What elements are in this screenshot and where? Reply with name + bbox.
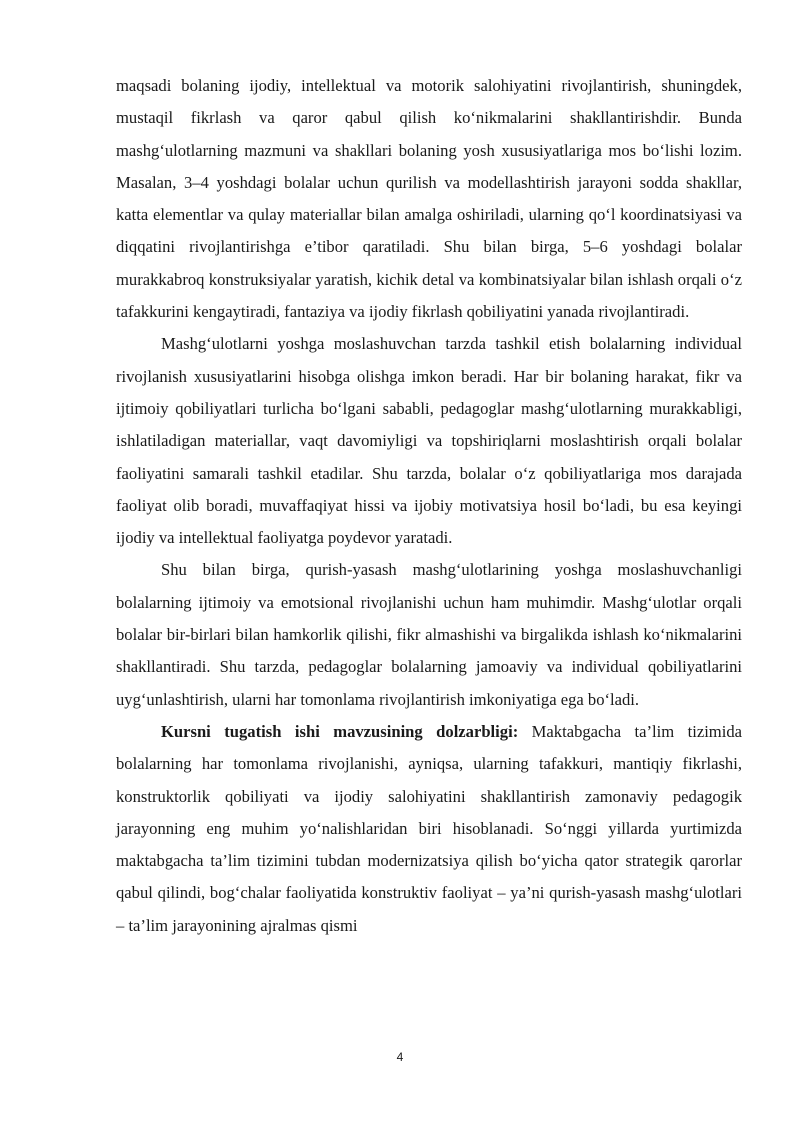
paragraph (116, 328, 742, 554)
paragraph (116, 554, 742, 715)
paragraph-text: maqsadi bolaning ijodiy, intellektual va motorik salohiyatini rivojlantirish, shuningdek, mustaqil fikrlash va qaror qabul qilish ko‘nikmalarini shakllantirishdir. Bunda mashg‘ulotlarning mazmuni va shakllari bolaning yosh xususiyatlariga mos bo‘lishi lozim. Masalan, 3–4 yoshdagi bolalar uchun qurilish va modellashtirish jarayoni sodda shakllar, katta elementlar va qulay materiallar bilan amalga oshiriladi, ularning qo‘l koordinatsiyasi va diqqatini rivojlantirishga e’tibor qaratiladi. Shu bilan birga, 5–6 yoshdagi bolalar murakkabroq konstruksiyalar yaratish, kichik detal va kombinatsiyalar bilan ishlash orqali o‘z tafakkurini kengaytiradi, fantaziya va ijodiy fikrlash qobiliyatini yanada rivojlantiradi. (116, 76, 742, 322)
paragraph-text: Mashg‘ulotlarni yoshga moslashuvchan tarzda tashkil etish bolalarning individual rivojlanish xususiyatlarini hisobga olishga imkon beradi. Har bir bolaning harakat, fikr va ijtimoiy qobiliyatlari turlicha bo‘lgani sababli, pedagoglar mashg‘ulotlarning murakkabligi, ishlatiladigan materiallar, vaqt davomiyligi va topshiriqlarni moslashtirish orqali bolalar faoliyatini samarali tashkil etadilar. Shu tarzda, bolalar o‘z qobiliyatlariga mos darajada faoliyat olib boradi, muvaffaqiyat hissi va ijobiy motivatsiya hosil bo‘ladi, bu esa keyingi ijodiy va intellektual faoliyatga poydevor yaratadi. (116, 334, 742, 548)
paragraph-text: Maktabgacha ta’lim tizimida bolalarning har tomonlama rivojlanishi, ayniqsa, ularning tafakkuri, mantiqiy fikrlashi, konstruktorlik qobiliyati va ijodiy salohiyatini shakllantirish zamonaviy pedagogik jarayonning eng muhim yo‘nalishlaridan biri hisoblanadi. So‘nggi yillarda yurtimizda maktabgacha ta’lim tizimini tubdan modernizatsiya qilish bo‘yicha qator strategik qarorlar qabul qilindi, bog‘chalar faoliyatida konstruktiv faoliyat – ya’ni qurish-yasash mashg‘ulotlari – ta’lim jarayonining ajralmas qismi (116, 721, 742, 935)
paragraph-relevance (116, 716, 742, 942)
page-number: 4 (396, 1050, 404, 1064)
paragraph-continuation (116, 70, 742, 328)
section-heading-inline: Kursni tugatish ishi mavzusining dolzarbligi: (161, 721, 519, 741)
document-body (116, 70, 742, 942)
paragraph-text: Shu bilan birga, qurish-yasash mashg‘ulotlarining yoshga moslashuvchanligi bolalarning ijtimoiy va emotsional rivojlanishi uchun ham muhimdir. Mashg‘ulotlar orqali bolalar bir-birlari bilan hamkorlik qilishi, fikr almashishi va birgalikda ishlash ko‘nikmalarini shakllantiradi. Shu tarzda, pedagoglar bolalarning jamoaviy va individual qobiliyatlarini uyg‘unlashtirish, ularni har tomonlama rivojlantirish imkoniyatiga ega bo‘ladi. (116, 560, 742, 709)
